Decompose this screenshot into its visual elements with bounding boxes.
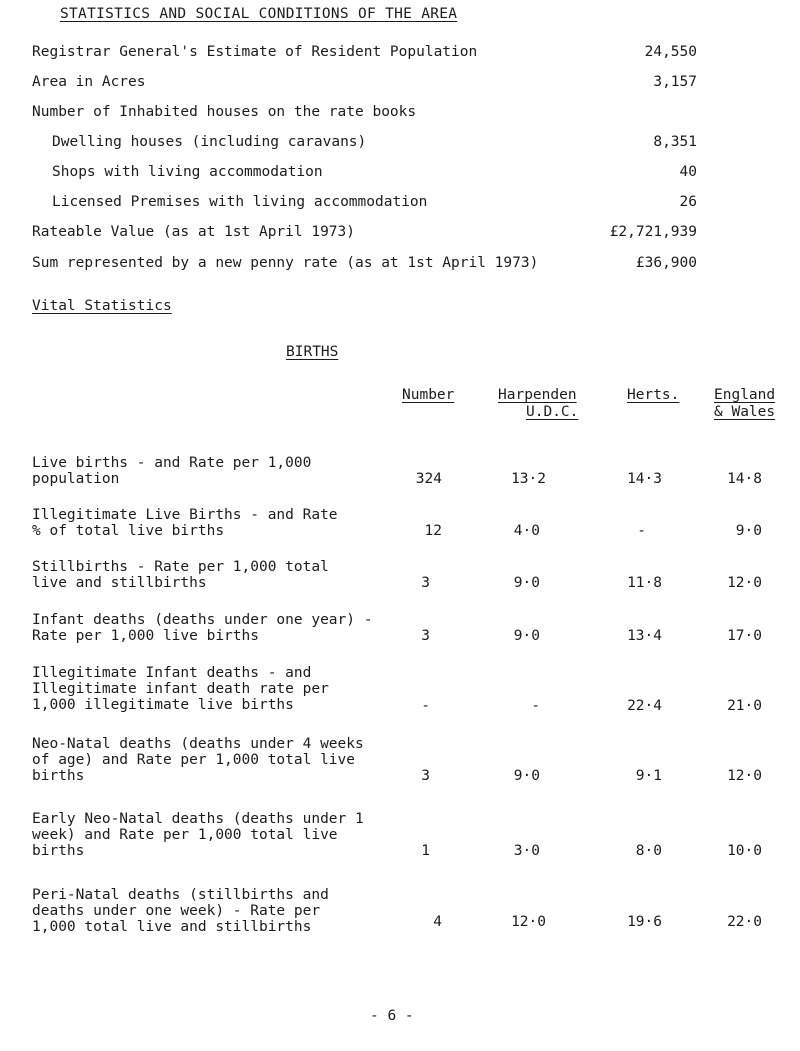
births-row-harpenden: 9·0 [513, 768, 540, 784]
births-row-herts: - [637, 523, 646, 539]
births-row-number: 1 [421, 843, 430, 859]
summary-value-shops: 40 [679, 164, 697, 180]
births-row-label: Stillbirths - Rate per 1,000 total live and stillbirths [32, 559, 329, 591]
births-row-number: 3 [421, 768, 430, 784]
summary-value-dwelling-houses: 8,351 [653, 134, 697, 150]
summary-label-population: Registrar General's Estimate of Resident Population [32, 44, 478, 60]
births-row-england: 10·0 [727, 843, 762, 859]
births-row-harpenden: 9·0 [513, 575, 540, 591]
summary-label-area: Area in Acres [32, 74, 146, 90]
births-row-label: Illegitimate Live Births - and Rate % of total live births [32, 507, 338, 539]
vital-statistics-heading: Vital Statistics [32, 298, 172, 314]
col-header-herts: Herts. [627, 387, 680, 403]
summary-label-licensed-premises: Licensed Premises with living accommodation [52, 194, 428, 210]
summary-label-inhabited-houses: Number of Inhabited houses on the rate books [32, 104, 417, 120]
summary-label-penny-rate: Sum represented by a new penny rate (as at 1st April 1973) [32, 255, 539, 271]
col-header-england: England [714, 387, 776, 403]
summary-label-rateable-value: Rateable Value (as at 1st April 1973) [32, 224, 356, 240]
births-heading: BIRTHS [286, 344, 339, 360]
births-row-england: 17·0 [727, 628, 762, 644]
summary-value-population: 24,550 [644, 44, 697, 60]
births-row-herts: 11·8 [627, 575, 662, 591]
births-row-herts: 8·0 [635, 843, 662, 859]
births-row-harpenden: 4·0 [513, 523, 540, 539]
births-row-number: 12 [424, 523, 442, 539]
births-row-number: 3 [421, 575, 430, 591]
births-row-label: Live births - and Rate per 1,000 population [32, 455, 312, 487]
page-number: - 6 - [370, 1008, 414, 1024]
summary-label-dwelling-houses: Dwelling houses (including caravans) [52, 134, 367, 150]
births-row-number: 3 [421, 628, 430, 644]
births-row-herts: 19·6 [627, 914, 662, 930]
births-row-england: 14·8 [727, 471, 762, 487]
births-row-harpenden: 3·0 [513, 843, 540, 859]
births-row-label: Peri-Natal deaths (stillbirths and deaths under one week) - Rate per 1,000 total live and stillbirths [32, 887, 329, 935]
births-row-england: 21·0 [727, 698, 762, 714]
births-row-label: Neo-Natal deaths (deaths under 4 weeks of age) and Rate per 1,000 total live births [32, 736, 364, 784]
col-header-harpenden: Harpenden [498, 387, 577, 403]
births-row-label: Illegitimate Infant deaths - and Illegitimate infant death rate per 1,000 illegitimate live births [32, 665, 329, 713]
births-row-harpenden: 13·2 [511, 471, 546, 487]
page-title: STATISTICS AND SOCIAL CONDITIONS OF THE AREA [60, 6, 458, 22]
births-row-harpenden: 12·0 [511, 914, 546, 930]
births-row-england: 12·0 [727, 768, 762, 784]
births-row-label: Infant deaths (deaths under one year) - Rate per 1,000 live births [32, 612, 373, 644]
col-header-wales: & Wales [714, 404, 776, 420]
births-row-herts: 22·4 [627, 698, 662, 714]
births-row-number: 4 [433, 914, 442, 930]
summary-value-area: 3,157 [653, 74, 697, 90]
births-row-herts: 9·1 [635, 768, 662, 784]
births-row-herts: 14·3 [627, 471, 662, 487]
births-row-herts: 13·4 [627, 628, 662, 644]
summary-value-penny-rate: £36,900 [635, 255, 697, 271]
births-row-england: 9·0 [735, 523, 762, 539]
col-header-number: Number [402, 387, 455, 403]
births-row-england: 22·0 [727, 914, 762, 930]
births-row-harpenden: - [531, 698, 540, 714]
summary-value-rateable-value: £2,721,939 [609, 224, 697, 240]
births-row-england: 12·0 [727, 575, 762, 591]
births-row-harpenden: 9·0 [513, 628, 540, 644]
summary-label-shops: Shops with living accommodation [52, 164, 323, 180]
births-row-number: - [421, 698, 430, 714]
summary-value-licensed-premises: 26 [679, 194, 697, 210]
col-header-udc: U.D.C. [526, 404, 579, 420]
births-row-number: 324 [415, 471, 442, 487]
births-row-label: Early Neo-Natal deaths (deaths under 1 week) and Rate per 1,000 total live births [32, 811, 364, 859]
